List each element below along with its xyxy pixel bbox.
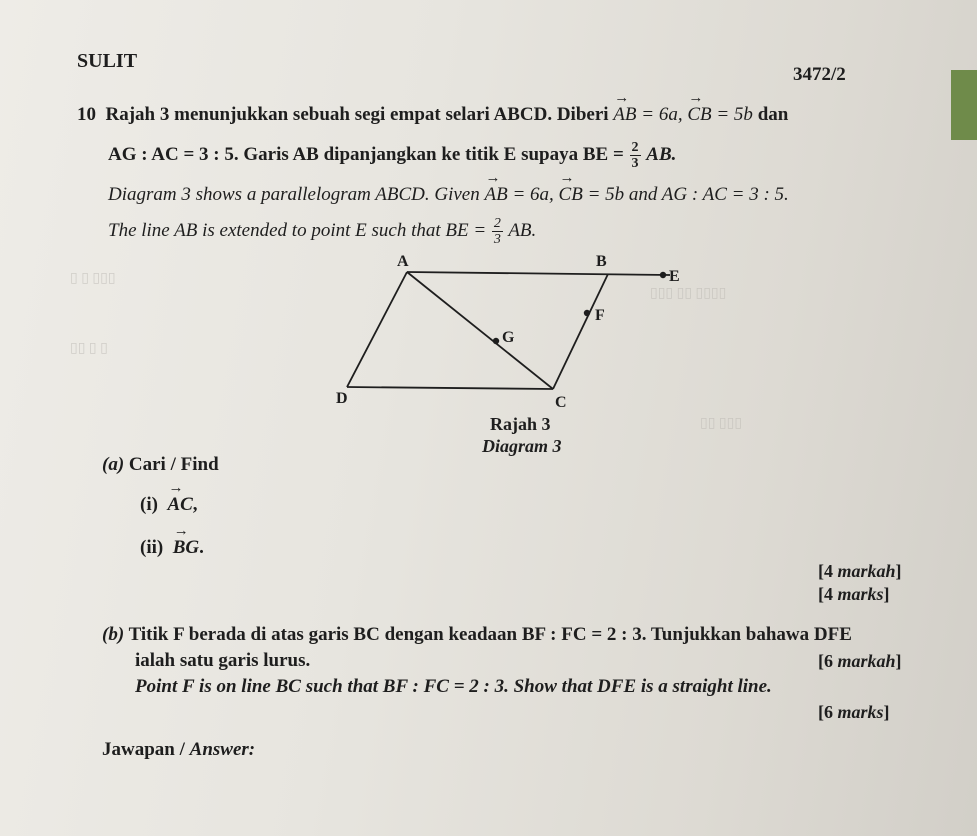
vector-ac: → AC: [167, 494, 192, 516]
part-b-english-line: Point F is on line BC such that BF : FC = 2 : 3. Show that DFE is a straight line.: [135, 676, 772, 697]
vector-ab-value: = 6a,: [641, 104, 683, 125]
malay-ab-end: AB.: [646, 143, 677, 165]
label-f: F: [595, 307, 605, 324]
label-e: E: [669, 268, 680, 285]
line-ae: [407, 272, 670, 275]
fraction-two-thirds-en: $\frac{2}{3}$: [493, 216, 501, 247]
part-b-malay-line1: [102, 624, 852, 646]
caption-malay: Rajah 3: [490, 414, 551, 434]
part-b-marks-malay: [6 markah]: [818, 651, 902, 671]
line-dc: [347, 387, 553, 389]
vector-bg: → BG: [173, 537, 199, 559]
english-and-ratio: and AG : AC = 3 : 5.: [628, 184, 789, 205]
header-sulit: SULIT: [77, 50, 138, 72]
english-intro: Diagram 3 shows a parallelogram ABCD. Given: [108, 184, 480, 205]
part-b-malay-text1: Titik F berada di atas garis BC dengan keadaan BF : FC = 2 : 3. Tunjukkan bahawa DFE: [128, 624, 852, 645]
line-ac: [407, 272, 553, 389]
part-a-i: (i) → AC,: [140, 494, 198, 516]
vector-cb-value-en: = 5b: [587, 184, 625, 205]
malay-ratio-text: AG : AC = 3 : 5. Garis AB dipanjangkan ke titik E supaya BE =: [108, 143, 624, 165]
label-a: A: [397, 253, 409, 270]
part-a-ii-label: (ii): [140, 537, 164, 558]
vector-cb-en: → CB: [559, 184, 583, 206]
part-a-title: Cari / Find: [128, 454, 219, 475]
word-dan: dan: [757, 104, 789, 125]
vector-ab-en: → AB: [484, 184, 507, 206]
answer-prefix: Jawapan /: [102, 739, 185, 760]
line-ad: [347, 272, 407, 387]
part-b-malay-line2: ialah satu garis lurus.: [135, 650, 311, 671]
part-a-marks-malay: [4 markah]: [818, 561, 902, 581]
part-a-i-label: (i): [140, 494, 158, 515]
english-ab-end: AB.: [508, 219, 537, 241]
line-bc: [553, 274, 608, 389]
malay-intro: Rajah 3 menunjukkan sebuah segi empat selari ABCD. Diberi: [105, 104, 609, 125]
part-a-label: (a): [102, 454, 125, 475]
point-e: [660, 272, 666, 278]
vector-ab-value-en: = 6a,: [512, 184, 554, 205]
answer-heading: [102, 739, 255, 761]
bleed-through-text: ▯▯ ▯ ▯: [70, 341, 108, 356]
point-g: [493, 338, 499, 344]
label-d: D: [336, 390, 348, 407]
part-a-ii: (ii) → BG.: [140, 537, 204, 559]
label-b: B: [596, 253, 607, 270]
bleed-through-text: ▯ ▯ ▯▯▯: [70, 271, 116, 286]
part-a-marks-english: [4 marks]: [818, 584, 890, 604]
bleed-through-text: ▯▯ ▯▯▯: [700, 416, 743, 431]
fraction-two-thirds: $\frac{2}{3}$: [631, 140, 639, 171]
part-b-label: (b): [102, 624, 125, 645]
question-number: 10: [77, 104, 96, 125]
label-c: C: [555, 394, 567, 411]
label-g: G: [502, 329, 515, 346]
vector-cb: → CB: [687, 104, 711, 126]
point-f: [584, 310, 590, 316]
answer-label: Answer:: [189, 739, 256, 760]
english-extend-text: The line AB is extended to point E such that BE =: [108, 219, 487, 241]
bleed-through-text: ▯▯▯ ▯▯ ▯▯▯▯: [650, 286, 727, 301]
header-paper-code: 3472/2: [793, 64, 846, 85]
part-a-heading: [102, 454, 219, 476]
vector-ab: → AB: [613, 104, 636, 126]
part-b-marks-english: [6 marks]: [818, 702, 890, 722]
vector-cb-value: = 5b: [716, 104, 753, 125]
caption-english: Diagram 3: [482, 436, 562, 456]
